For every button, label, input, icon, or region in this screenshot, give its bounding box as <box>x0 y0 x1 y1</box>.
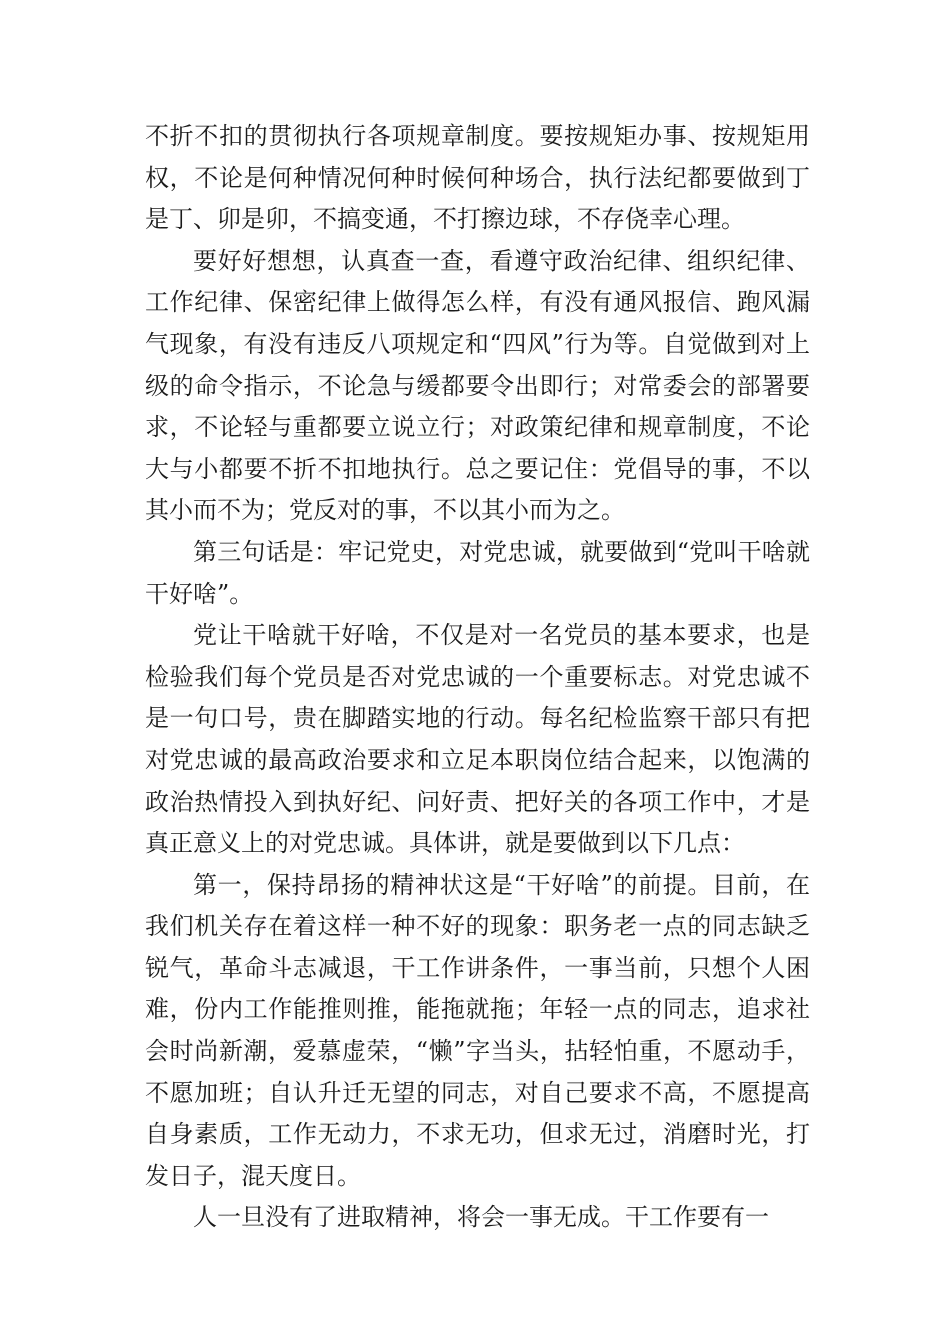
paragraph-4: 党让干啥就干好啥，不仅是对一名党员的基本要求，也是检验我们每个党员是否对党忠诚的一个重要标志。对党忠诚不是一句口号，贵在脚踏实地的行动。每名纪检监察干部只有把对党忠诚的最高政治要求和立足本职岗位结合起来，以饱满的政治热情投入到执好纪、问好责、把好关的各项工作中，才是真正意义上的对党忠诚。具体讲，就是要做到以下几点： <box>145 621 810 858</box>
paragraph-2: 要好好想想，认真查一查，看遵守政治纪律、组织纪律、工作纪律、保密纪律上做得怎么样，有没有通风报信、跑风漏气现象，有没有违反八项规定和“四风”行为等。自觉做到对上级的命令指示，不论急与缓都要令出即行；对常委会的部署要求，不论轻与重都要立说立行；对政策纪律和规章制度，不论大与小都要不折不扣地执行。总之要记住：党倡导的事，不以其小而不为；党反对的事，不以其小而为之。 <box>145 246 810 525</box>
paragraph-6: 人一旦没有了进取精神，将会一事无成。干工作要有一 <box>193 1203 769 1232</box>
paragraph-3: 第三句话是：牢记党史，对党忠诚，就要做到“党叫干啥就干好啥”。 <box>145 537 810 608</box>
paragraph-5: 第一，保持昂扬的精神状这是“干好啥”的前提。目前，在我们机关存在着这样一种不好的现象：职务老一点的同志缺乏锐气，革命斗志减退，干工作讲条件，一事当前，只想个人困难，份内工作能推则推，能拖就拖；年轻一点的同志，追求社会时尚新潮，爱慕虚荣，“懒”字当头，拈轻怕重，不愿动手，不愿加班；自认升迁无望的同志，对自己要求不高，不愿提高自身素质，工作无动力，不求无功，但求无过，消磨时光，打发日子，混天度日。 <box>145 870 810 1190</box>
document-page <box>145 116 810 1239</box>
paragraph-1: 不折不扣的贯彻执行各项规章制度。要按规矩办事、按规矩用权，不论是何种情况何种时候何种场合，执行法纪都要做到丁是丁、卯是卯，不搞变通，不打擦边球，不存侥幸心理。 <box>145 122 810 234</box>
